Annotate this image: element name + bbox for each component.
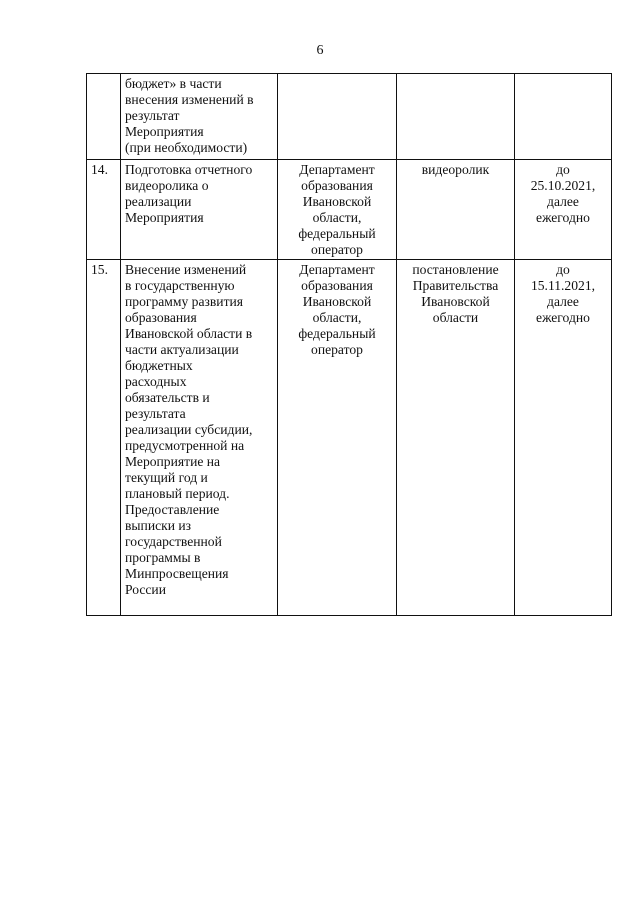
deadline: до 15.11.2021, далее ежегодно bbox=[515, 260, 612, 616]
activity-plan-table bbox=[86, 73, 612, 616]
table-row bbox=[87, 260, 612, 616]
result-document: видеоролик bbox=[397, 160, 515, 260]
responsible-executor: Департамент образования Ивановской области, федеральный оператор bbox=[278, 260, 397, 616]
row-number: 14. bbox=[87, 160, 121, 260]
page-number: 6 bbox=[316, 43, 324, 58]
table-row bbox=[87, 74, 612, 160]
result-document bbox=[397, 74, 515, 160]
result-document: постановление Правительства Ивановской области bbox=[397, 260, 515, 616]
activity-name: бюджет» в части внесения изменений в результат Мероприятия (при необходимости) bbox=[121, 74, 278, 160]
deadline bbox=[515, 74, 612, 160]
responsible-executor bbox=[278, 74, 397, 160]
activity-name: Подготовка отчетного видеоролика о реализации Мероприятия bbox=[121, 160, 278, 260]
table-row bbox=[87, 160, 612, 260]
row-number bbox=[87, 74, 121, 160]
deadline: до 25.10.2021, далее ежегодно bbox=[515, 160, 612, 260]
responsible-executor: Департамент образования Ивановской области, федеральный оператор bbox=[278, 160, 397, 260]
activity-name: Внесение изменений в государственную программу развития образования Ивановской области в части актуализации бюджетных расходных обязательств и результата реализации субсидии, предусмотренной на Мероприятие на текущий год и плановый период. Предоставление выписки из государственной программы в Минпросвещения России bbox=[121, 260, 278, 616]
row-number: 15. bbox=[87, 260, 121, 616]
